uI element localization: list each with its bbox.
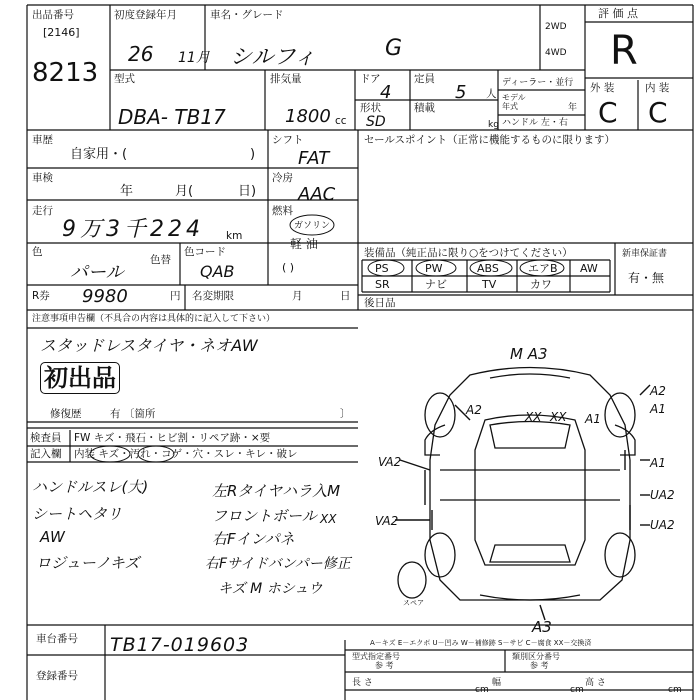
fuel-label: 燃料	[272, 205, 293, 217]
model-designation-label: 型式指定番号	[352, 652, 400, 661]
comment-right-2: フロントボール	[212, 507, 317, 525]
equip-ps: PS	[375, 262, 389, 275]
diag-label-spare: スペア	[403, 599, 424, 607]
history-close: )	[250, 147, 256, 162]
diag-label-va2-2: VA2	[375, 514, 399, 528]
width-label: 幅	[492, 678, 502, 688]
diag-label-a2-left: A2	[466, 403, 482, 417]
doors-label: ドア	[360, 73, 381, 85]
inspector-row1: FW キズ・飛石・ヒビ割・リペア跡・×要	[74, 432, 271, 444]
exterior-grade: C	[598, 96, 618, 129]
sales-point-label: セールスポイント（正常に機能するものに限ります）	[364, 134, 616, 146]
comment-right-4: 右Fサイドバンパー修正	[205, 556, 351, 572]
mileage-label: 走行	[32, 205, 53, 217]
color-code-label: 色コード	[184, 246, 226, 258]
grade: G	[385, 36, 403, 61]
displacement-unit: cc	[335, 115, 347, 127]
diag-label-xx-2: XX	[550, 410, 567, 424]
inspector-label: 検査員	[30, 432, 62, 444]
height-unit: cm	[668, 685, 682, 695]
diag-label-ua2-1: UA2	[650, 488, 675, 502]
length-unit: cm	[475, 685, 489, 695]
capacity-label: 定員	[414, 73, 435, 85]
documents-label: 後日品	[364, 297, 396, 309]
diag-label-a2-top: A2	[650, 384, 666, 398]
inspection-label: 車検	[32, 172, 53, 184]
shift-label: シフト	[272, 134, 304, 146]
repair-label: 修復歴	[50, 408, 82, 420]
diag-label-xx-1: XX	[525, 410, 542, 424]
comment-right-1: 左Rタイヤハラ入M	[212, 482, 341, 500]
warranty-value: 有・無	[628, 271, 665, 285]
exterior-label: 外 装	[590, 82, 615, 94]
comment-right-3: 右Fインパネ	[212, 530, 295, 548]
equip-tv: TV	[482, 278, 497, 291]
history-label: 車歴	[32, 134, 53, 146]
damage-legend: A－キズ E－エクボ U－凹み W－補修跡 S－サビ C－腐食 XX－交換済	[370, 639, 592, 647]
category-ref: 参 考	[530, 661, 549, 670]
color-change-label: 色替	[150, 254, 171, 266]
eval-label: 評 価 点	[598, 7, 638, 20]
color-value: パール	[70, 262, 124, 283]
fuel-diesel: 軽 油	[290, 237, 318, 251]
lot-label: 出品番号	[32, 9, 74, 21]
width-unit: cm	[570, 685, 584, 695]
inspection-year: 年	[120, 184, 134, 199]
color-code-value: QAB	[200, 262, 235, 281]
diag-label-bottom: A3	[532, 618, 552, 636]
recycle-unit: 円	[170, 290, 181, 302]
inspection-day: 日)	[238, 184, 257, 199]
mileage-value: 9万3千224	[62, 217, 204, 242]
model-designation-ref: 参 考	[375, 661, 394, 670]
mileage-unit: km	[226, 230, 243, 242]
displacement-label: 排気量	[270, 73, 302, 85]
capacity-value: 5	[455, 82, 467, 103]
repair-close: 〕	[340, 408, 351, 420]
diag-label-a1-top: A1	[650, 402, 666, 416]
shift-value: FAT	[298, 148, 330, 169]
equip-leather: カワ	[530, 278, 552, 291]
height-label: 高 さ	[585, 678, 606, 688]
load-unit: kg	[488, 120, 499, 130]
recorder-label: 記入欄	[30, 448, 62, 460]
repair-value: 有 〔箇所	[110, 408, 156, 420]
color-label: 色	[32, 246, 43, 258]
recycle-label: R券	[32, 290, 50, 302]
notes-line1: スタッドレスタイヤ・ネオAW	[40, 336, 258, 355]
equip-navi: ナビ	[425, 278, 447, 291]
equip-airbag: エアB	[528, 262, 558, 275]
equip-pw: PW	[425, 262, 443, 275]
notes-label: 注意事項申告欄（不具合の内容は具体的に記入して下さい）	[32, 314, 276, 324]
inspector-row2: 内装 キズ・汚れ・コゲ・穴・スレ・キレ・破レ	[74, 448, 298, 460]
year-unit: 年	[568, 103, 578, 113]
drive-4wd: 4WD	[545, 48, 567, 58]
equip-sr: SR	[375, 278, 390, 291]
diag-label-a1-right: A1	[585, 412, 601, 426]
equipment-label: 装備品（純正品に限り○をつけてください）	[364, 247, 573, 259]
handle-label: ハンドル 左・右	[502, 118, 568, 128]
model-year-label: モデル 年式	[502, 93, 526, 111]
drive-2wd: 2WD	[545, 22, 567, 32]
inspection-month: 月(	[175, 184, 194, 199]
first-reg-month: 11月	[178, 50, 210, 66]
length-label: 長 さ	[352, 678, 373, 688]
model-name: シルフィ	[230, 45, 316, 70]
shape-value: SD	[366, 114, 386, 130]
fuel-gasoline: ガソリン	[294, 221, 331, 231]
model-grade-label: 車名・グレード	[210, 9, 284, 21]
title-limit-day: 日	[340, 290, 351, 302]
interior-label: 内 装	[645, 82, 670, 94]
shape-label: 形状	[360, 102, 381, 114]
title-limit-month: 月	[292, 290, 303, 302]
first-reg-label: 初度登録年月	[114, 9, 177, 21]
dealer-label: ディーラー・並行	[502, 78, 574, 88]
fuel-paren: ( )	[282, 261, 295, 274]
first-listing-stamp: 初出品	[40, 362, 120, 394]
comment-note-xx: XX	[320, 512, 337, 526]
comment-right-5: キズ M ホシュウ	[218, 581, 323, 597]
equip-abs: ABS	[477, 262, 499, 275]
ac-label: 冷房	[272, 172, 293, 184]
equip-aw: AW	[580, 262, 598, 275]
capacity-unit: 人	[486, 88, 497, 100]
doors-value: 4	[380, 82, 392, 103]
type-label: 型式	[114, 73, 135, 85]
first-reg-year: 26	[128, 42, 154, 66]
category-label: 類別区分番号	[512, 652, 560, 661]
lot-code: [2146]	[43, 26, 80, 39]
type-value: DBA- TB17	[118, 105, 226, 129]
diag-label-ua2-2: UA2	[650, 518, 675, 532]
title-limit-label: 名変期限	[192, 290, 234, 302]
registration-label: 登録番号	[36, 670, 78, 682]
comment-left-4: ロジューノキズ	[36, 554, 140, 572]
comment-left-1: ハンドルスレ(大)	[32, 478, 149, 496]
comment-left-3: AW	[40, 528, 65, 546]
lot-number: 8213	[32, 58, 99, 88]
history-value: 自家用・(	[70, 147, 128, 162]
diag-label-a1-mid: A1	[650, 456, 666, 470]
chassis-value: TB17-019603	[110, 634, 250, 656]
comment-left-2: シートヘタリ	[32, 505, 123, 523]
recycle-value: 9980	[82, 286, 128, 307]
warranty-label: 新車保証書	[622, 249, 668, 259]
chassis-label: 車台番号	[36, 633, 78, 645]
diag-label-va2-1: VA2	[378, 455, 402, 469]
displacement-value: 1800	[285, 106, 331, 127]
interior-grade: C	[648, 96, 668, 129]
eval-score: R	[610, 28, 638, 74]
diag-label-top: M A3	[510, 345, 548, 363]
load-label: 積載	[414, 102, 435, 114]
ac-value: AAC	[298, 184, 336, 205]
